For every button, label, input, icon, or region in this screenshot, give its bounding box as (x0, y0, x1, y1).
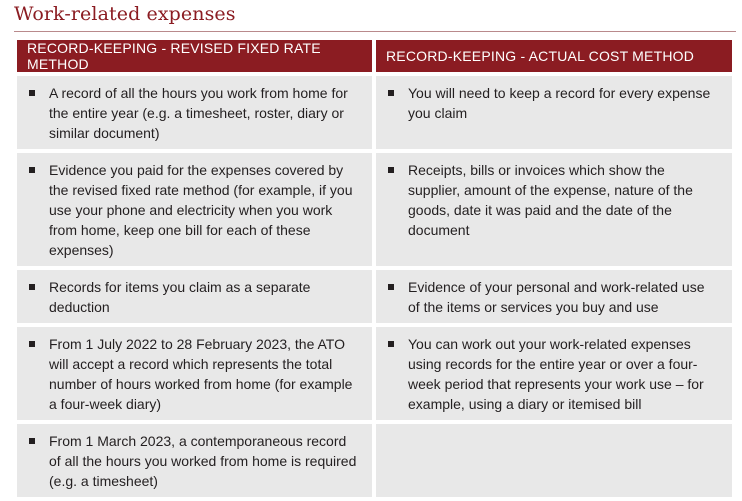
cell-text: Receipts, bills or invoices which show the supplier, amount of the expense, nature of the goods, date it was paid and the date of the document (408, 162, 693, 238)
table-cell (376, 327, 732, 420)
cell-text: Evidence you paid for the expenses covered by the revised fixed rate method (for example, if you use your phone and electricity when you work from home, keep one bill for each of these expenses) (49, 162, 353, 258)
bullet-icon (388, 90, 394, 96)
cell-text: You will need to keep a record for every expense you claim (408, 85, 711, 121)
page-title: Work-related expenses (14, 3, 236, 25)
table-cell (376, 270, 732, 323)
table-cell (17, 153, 372, 266)
table-cell (17, 327, 372, 420)
table-cell (17, 76, 372, 149)
table-cell (17, 424, 372, 497)
table-row (17, 153, 732, 266)
table-header-row (17, 40, 732, 72)
bullet-icon (29, 284, 35, 290)
bullet-icon (29, 341, 35, 347)
table-cell (376, 153, 732, 266)
table-cell-empty (376, 424, 732, 497)
title-divider (14, 31, 736, 32)
table-row (17, 270, 732, 323)
table-row (17, 424, 732, 497)
table-row (17, 327, 732, 420)
bullet-icon (388, 167, 394, 173)
bullet-icon (388, 341, 394, 347)
table-cell (376, 76, 732, 149)
table-row (17, 76, 732, 149)
bullet-icon (29, 438, 35, 444)
cell-text: Records for items you claim as a separate deduction (49, 279, 311, 315)
cell-text: Evidence of your personal and work-related use of the items or services you buy and use (408, 279, 705, 315)
cell-text: From 1 July 2022 to 28 February 2023, the ATO will accept a record which represents the total number of hours worked from home (for example a four-week diary) (49, 336, 353, 412)
bullet-icon (388, 284, 394, 290)
table-cell (17, 270, 372, 323)
cell-text: You can work out your work-related expenses using records for the entire year or over a four-week period that represents your work use – for example, using a diary or itemised bill (408, 336, 704, 412)
cell-text: From 1 March 2023, a contemporaneous record of all the hours you worked from home is required (e.g. a timesheet) (49, 433, 357, 489)
bullet-icon (29, 90, 35, 96)
column-header-actual-cost: RECORD-KEEPING - ACTUAL COST METHOD (376, 40, 732, 72)
bullet-icon (29, 167, 35, 173)
record-keeping-table (13, 36, 736, 501)
column-header-fixed-rate: RECORD-KEEPING - REVISED FIXED RATE METHOD (17, 40, 372, 72)
cell-text: A record of all the hours you work from home for the entire year (e.g. a timesheet, roster, diary or similar document) (49, 85, 348, 141)
